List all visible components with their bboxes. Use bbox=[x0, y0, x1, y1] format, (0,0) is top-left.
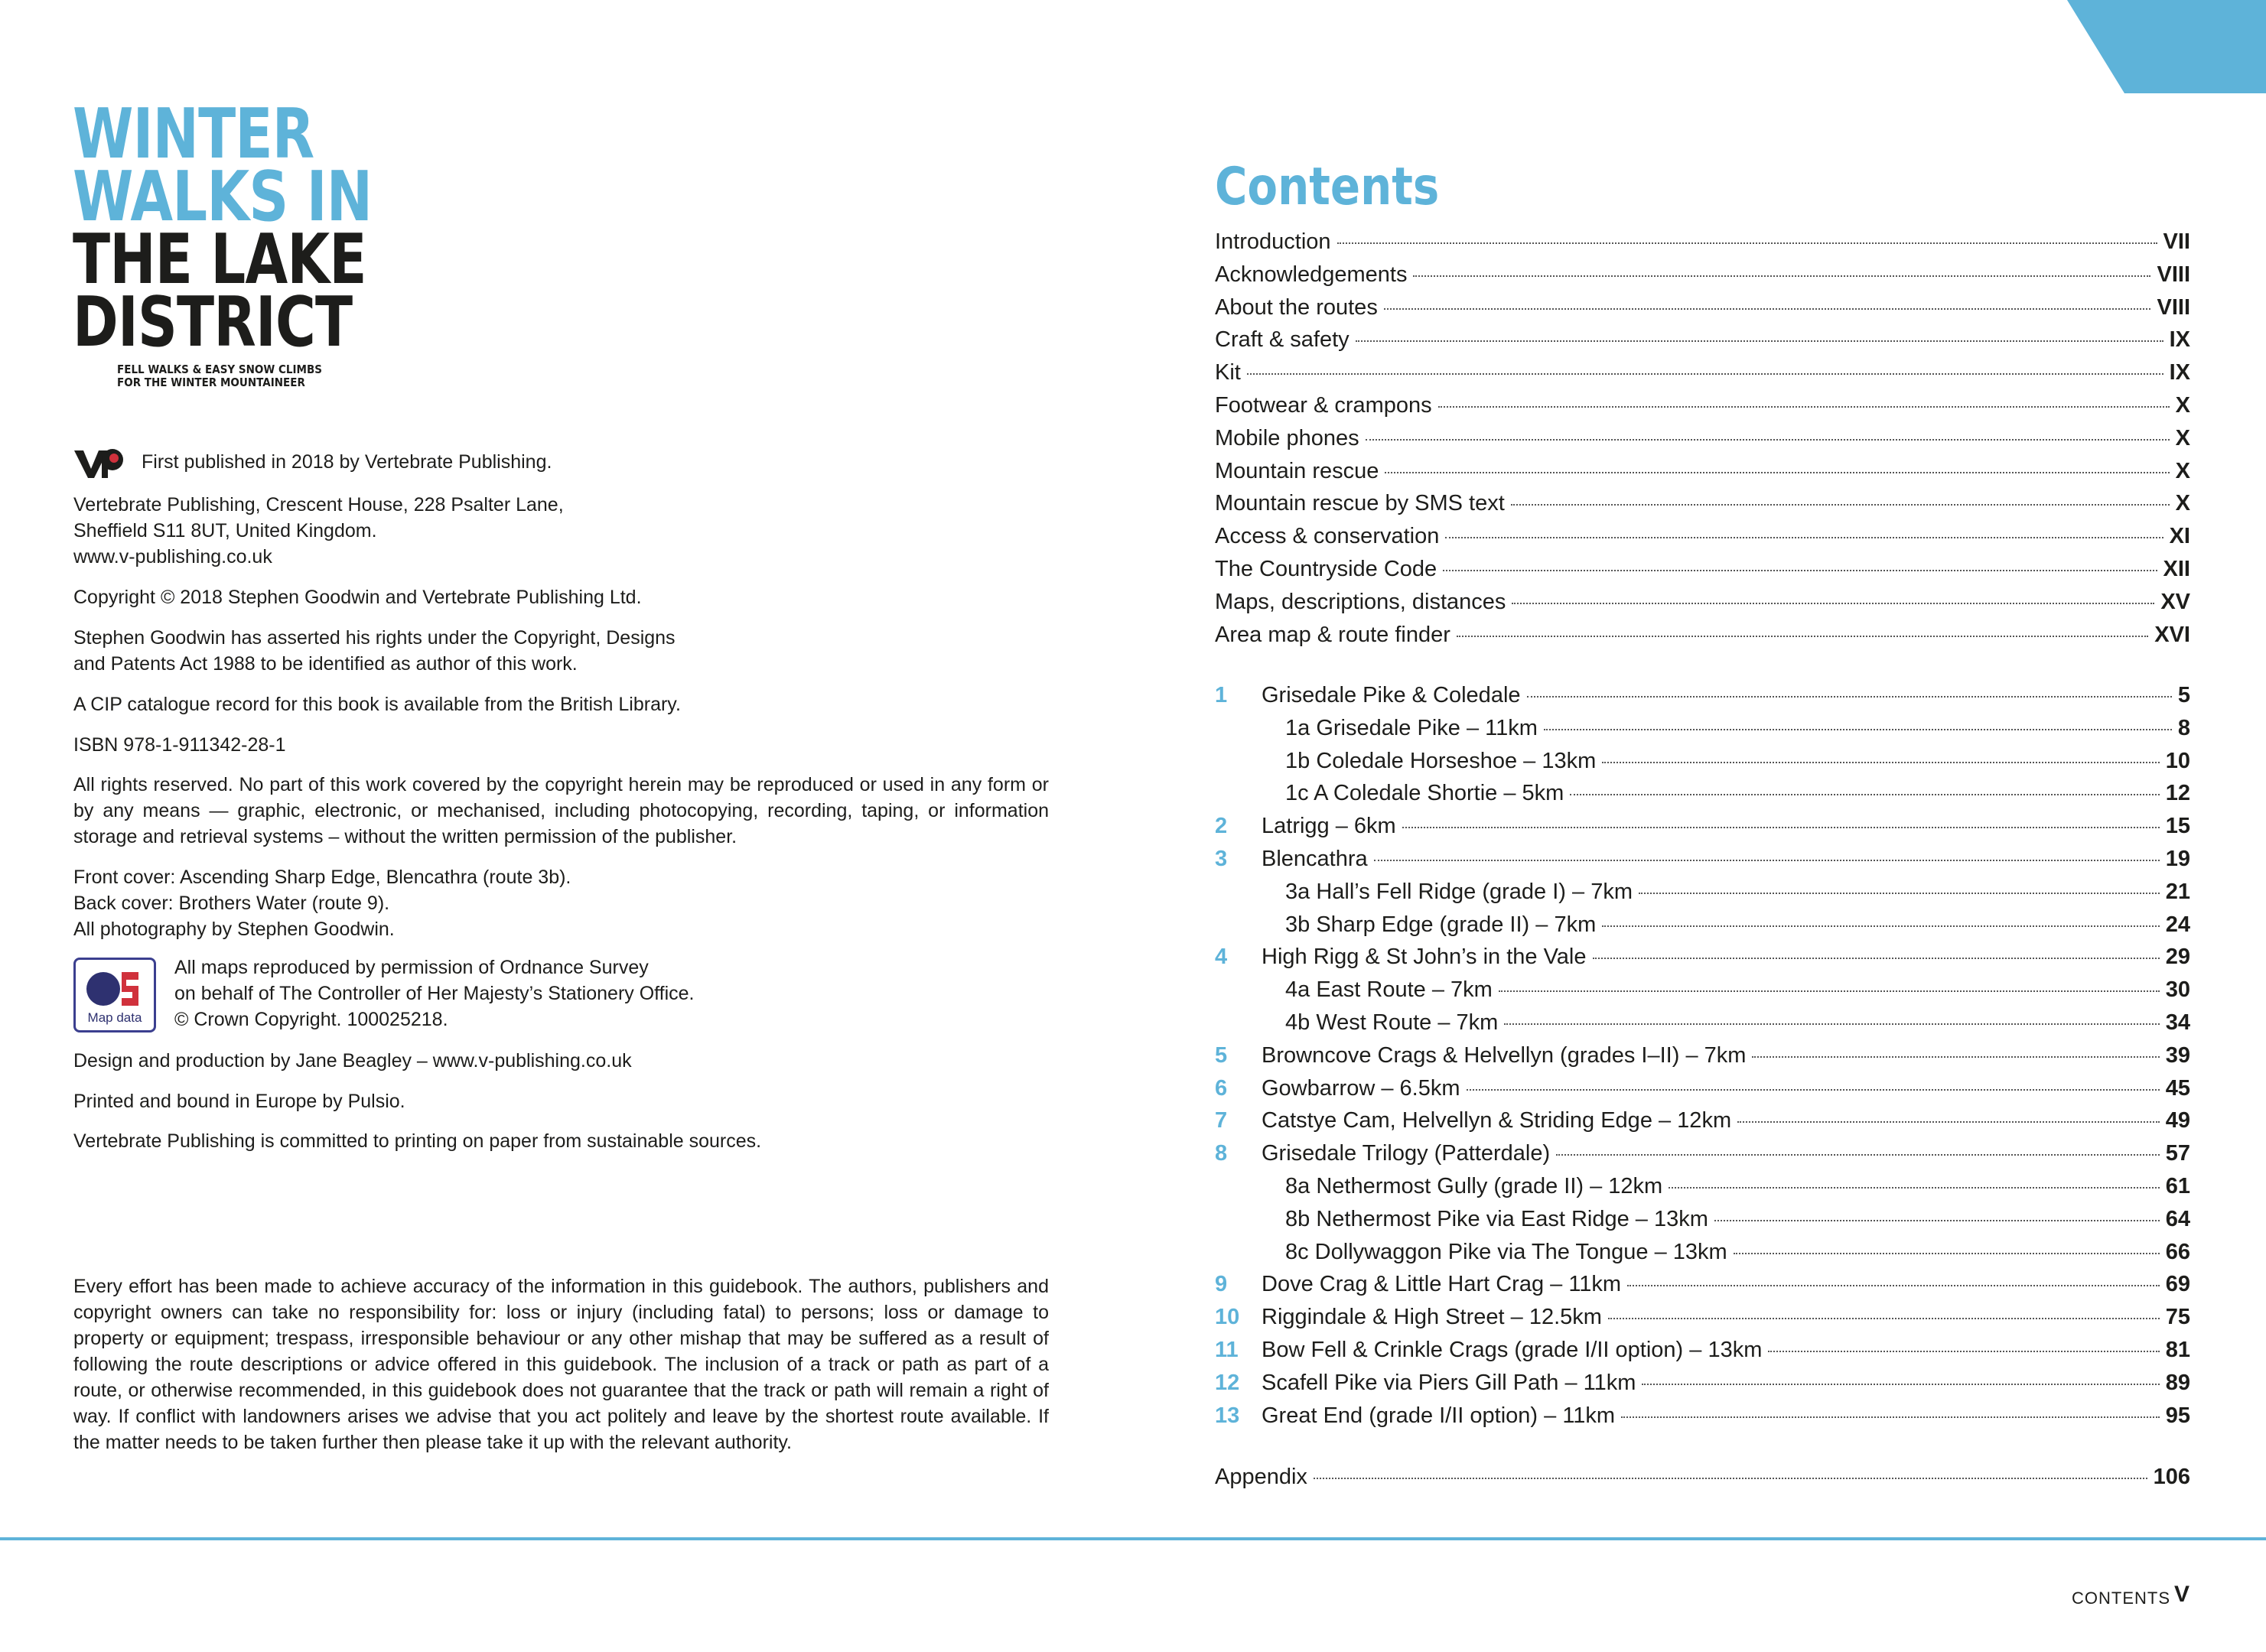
os-line-3: © Crown Copyright. 100025218. bbox=[174, 1009, 448, 1030]
toc-label: Great End (grade I/II option) – 11km bbox=[1262, 1403, 1616, 1428]
toc-label: 8c Dollywaggon Pike via The Tongue – 13km bbox=[1285, 1239, 1727, 1264]
toc-page-number: 64 bbox=[2165, 1206, 2190, 1231]
toc-page-number: X bbox=[2175, 393, 2190, 418]
photo-credits bbox=[73, 864, 1060, 942]
toc-label: Mountain rescue bbox=[1215, 458, 1379, 483]
toc-label: Appendix bbox=[1215, 1465, 1307, 1489]
toc-leader-dots bbox=[1527, 696, 2172, 698]
toc-label: Riggindale & High Street – 12.5km bbox=[1262, 1305, 1602, 1330]
toc-item-route[interactable] bbox=[1215, 1207, 2190, 1240]
toc-page-number: 61 bbox=[2165, 1174, 2190, 1198]
toc-leader-dots bbox=[1356, 340, 2163, 342]
toc-item-front-matter[interactable] bbox=[1215, 426, 2190, 459]
toc-leader-dots bbox=[1556, 1154, 2160, 1156]
toc-leader-dots bbox=[1413, 275, 2150, 277]
design-credit: Design and production by Jane Beagley – www.v-publishing.co.uk bbox=[73, 1050, 632, 1072]
toc-item-route[interactable] bbox=[1215, 880, 2190, 912]
toc-label: 1a Grisedale Pike – 11km bbox=[1285, 715, 1538, 740]
book-subtitle bbox=[117, 363, 322, 389]
toc-leader-dots bbox=[1438, 406, 2170, 408]
printer-credit: Printed and bound in Europe by Pulsio. bbox=[73, 1091, 405, 1112]
toc-item-front-matter[interactable] bbox=[1215, 524, 2190, 557]
toc-leader-dots bbox=[1734, 1253, 2160, 1254]
toc-leader-dots bbox=[1570, 794, 2159, 795]
toc-page-number: 12 bbox=[2165, 781, 2190, 806]
toc-item-front-matter[interactable] bbox=[1215, 623, 2190, 655]
toc-leader-dots bbox=[1457, 636, 2148, 637]
publisher-address bbox=[73, 492, 1060, 570]
toc-leader-dots bbox=[1374, 860, 2160, 861]
toc-route-number: 7 bbox=[1215, 1108, 1228, 1133]
toc-page-number: 45 bbox=[2165, 1075, 2190, 1101]
sustainability-note: Vertebrate Publishing is committed to printing on paper from sustainable sources. bbox=[73, 1130, 762, 1152]
toc-leader-dots bbox=[1247, 373, 2163, 375]
toc-item-front-matter[interactable] bbox=[1215, 459, 2190, 492]
toc-label: Grisedale Trilogy (Patterdale) bbox=[1262, 1141, 1551, 1166]
toc-page-number: 21 bbox=[2165, 879, 2190, 904]
toc-item-route[interactable] bbox=[1215, 847, 2190, 880]
toc-page-number: XI bbox=[2169, 524, 2190, 549]
os-logo-icon bbox=[76, 964, 154, 1013]
toc-label: Grisedale Pike & Coledale bbox=[1262, 683, 1521, 707]
toc-route-number: 5 bbox=[1215, 1042, 1228, 1068]
toc-route-number: 13 bbox=[1215, 1403, 1240, 1428]
toc-leader-dots bbox=[1627, 1285, 2160, 1286]
toc-label: Introduction bbox=[1215, 229, 1331, 254]
os-map-data-logo bbox=[73, 958, 156, 1032]
os-line-2: on behalf of The Controller of Her Majesty’s Stationery Office. bbox=[174, 983, 695, 1004]
toc-page-number: X bbox=[2175, 458, 2190, 483]
os-logo-label: Map data bbox=[87, 1010, 142, 1025]
toc-item-appendix[interactable] bbox=[1215, 1465, 2190, 1498]
toc-leader-dots bbox=[1602, 762, 2159, 763]
contents-heading: Contents bbox=[1215, 157, 1440, 217]
toc-page-number: VIII bbox=[2157, 262, 2190, 287]
corner-tab bbox=[2067, 0, 2266, 93]
toc-label: Kit bbox=[1215, 360, 1241, 385]
toc-route-number: 6 bbox=[1215, 1075, 1228, 1101]
address-line-2: Sheffield S11 8UT, United Kingdom. bbox=[73, 520, 377, 541]
toc-leader-dots bbox=[1385, 472, 2169, 473]
isbn: ISBN 978-1-911342-28-1 bbox=[73, 734, 286, 756]
first-published: First published in 2018 by Vertebrate Publishing. bbox=[142, 451, 552, 473]
toc-label: Gowbarrow – 6.5km bbox=[1262, 1075, 1460, 1101]
toc-leader-dots bbox=[1621, 1416, 2160, 1418]
toc-item-route[interactable] bbox=[1215, 977, 2190, 1010]
footer-page-number: V bbox=[2174, 1582, 2190, 1607]
toc-page-number: 66 bbox=[2165, 1239, 2190, 1264]
rights-line-1: Stephen Goodwin has asserted his rights under the Copyright, Designs bbox=[73, 627, 676, 649]
toc-item-front-matter[interactable] bbox=[1215, 327, 2190, 360]
toc-leader-dots bbox=[1511, 504, 2170, 506]
toc-item-route[interactable] bbox=[1215, 1403, 2190, 1436]
toc-page-number: VII bbox=[2163, 229, 2190, 254]
toc-leader-dots bbox=[1608, 1318, 2160, 1319]
toc-page-number: XV bbox=[2160, 589, 2190, 614]
toc-item-front-matter[interactable] bbox=[1215, 295, 2190, 328]
toc-item-front-matter[interactable] bbox=[1215, 393, 2190, 426]
toc-item-front-matter[interactable] bbox=[1215, 229, 2190, 262]
toc-leader-dots bbox=[1714, 1220, 2160, 1221]
toc-label: 1c A Coledale Shortie – 5km bbox=[1285, 781, 1564, 806]
toc-leader-dots bbox=[1642, 1384, 2159, 1385]
toc-page-number: 8 bbox=[2177, 715, 2190, 740]
toc-leader-dots bbox=[1602, 925, 2160, 927]
disclaimer: Every effort has been made to achieve accuracy of the information in this guidebook. The authors, publishers and copyright owners can take no responsibility for: loss or injury (including fatal) to persons; loss or damage to property or equipment; trespass, irresponsible behaviour or any other mishap that may be suffered as a result of following the route descriptions or advice offered in this guidebook. The inclusion of a track or path as part of a route, or otherwise recommended, in this guidebook does not guarantee that the track or path will remain a right of way. If conflict with landowners arises we advise that you act politely and leave by the shortest route available. If the matter needs to be taken further then please take it up with the relevant authority. bbox=[73, 1276, 1049, 1453]
toc-item-route[interactable] bbox=[1215, 1338, 2190, 1371]
title-line-2: WALKS IN bbox=[73, 157, 373, 237]
rights-line-2: and Patents Act 1988 to be identified as author of this work. bbox=[73, 653, 578, 675]
toc-page-number: 5 bbox=[2177, 683, 2190, 707]
toc-item-route[interactable] bbox=[1215, 814, 2190, 847]
toc-leader-dots bbox=[1402, 827, 2160, 828]
rights-assertion bbox=[73, 625, 1060, 677]
toc-item-route[interactable] bbox=[1215, 945, 2190, 977]
toc-item-route[interactable] bbox=[1215, 781, 2190, 814]
toc-leader-dots bbox=[1593, 958, 2160, 959]
toc-label: Craft & safety bbox=[1215, 327, 1350, 353]
toc-page-number: X bbox=[2175, 425, 2190, 450]
toc-leader-dots bbox=[1639, 893, 2160, 894]
toc-item-front-matter[interactable] bbox=[1215, 491, 2190, 524]
toc-page-number: 89 bbox=[2165, 1370, 2190, 1395]
toc-label: 4b West Route – 7km bbox=[1285, 1010, 1499, 1035]
toc-page-number: 39 bbox=[2165, 1042, 2190, 1068]
toc-label: Access & conservation bbox=[1215, 524, 1440, 549]
toc-label: 3b Sharp Edge (grade II) – 7km bbox=[1285, 912, 1597, 937]
cip-record: A CIP catalogue record for this book is available from the British Library. bbox=[73, 694, 681, 715]
address-line-1: Vertebrate Publishing, Crescent House, 228 Psalter Lane, bbox=[73, 494, 564, 515]
toc-page-number: 57 bbox=[2165, 1141, 2190, 1166]
toc-item-route[interactable] bbox=[1215, 1076, 2190, 1109]
toc-leader-dots bbox=[1504, 1023, 2159, 1025]
toc-item-front-matter[interactable] bbox=[1215, 557, 2190, 590]
toc-label: Bow Fell & Crinkle Crags (grade I/II option) – 13km bbox=[1262, 1338, 1763, 1362]
toc-label: High Rigg & St John’s in the Vale bbox=[1262, 945, 1587, 970]
title-line-1: WINTER bbox=[73, 94, 314, 174]
toc-label: 8a Nethermost Gully (grade II) – 12km bbox=[1285, 1174, 1663, 1198]
toc-item-route[interactable] bbox=[1215, 1141, 2190, 1174]
toc-leader-dots bbox=[1443, 570, 2157, 571]
toc-item-route[interactable] bbox=[1215, 749, 2190, 782]
book-title bbox=[73, 94, 394, 363]
bottom-rule bbox=[0, 1537, 2266, 1540]
toc-item-route[interactable] bbox=[1215, 1371, 2190, 1403]
toc-item-route[interactable] bbox=[1215, 1240, 2190, 1273]
toc-label: 1b Coledale Horseshoe – 13km bbox=[1285, 748, 1597, 773]
toc-route-number: 1 bbox=[1215, 683, 1228, 707]
toc-label: Browncove Crags & Helvellyn (grades I–II) – 7km bbox=[1262, 1042, 1747, 1068]
toc-page-number: 49 bbox=[2165, 1108, 2190, 1133]
toc-route-number: 8 bbox=[1215, 1141, 1228, 1166]
toc-label: 3a Hall’s Fell Ridge (grade I) – 7km bbox=[1285, 879, 1633, 904]
copyright-notice: Copyright © 2018 Stephen Goodwin and Vertebrate Publishing Ltd. bbox=[73, 587, 642, 608]
toc-page-number: VIII bbox=[2157, 294, 2190, 320]
toc-page-number: 34 bbox=[2165, 1010, 2190, 1035]
toc-route-number: 3 bbox=[1215, 847, 1228, 871]
toc-label: Catstye Cam, Helvellyn & Striding Edge – 12km bbox=[1262, 1108, 1732, 1133]
title-line-3: THE LAKE bbox=[73, 220, 366, 300]
toc-label: The Countryside Code bbox=[1215, 557, 1437, 581]
back-cover-credit: Back cover: Brothers Water (route 9). bbox=[73, 893, 390, 914]
all-rights-reserved: All rights reserved. No part of this work covered by the copyright herein may be reproduced or used in any form or by any means — graphic, electronic, or mechanised, including photocopying, recording, taping, or information storage and retrieval systems – without the written permission of the publisher. bbox=[73, 774, 1049, 847]
toc-item-front-matter[interactable] bbox=[1215, 360, 2190, 393]
toc-label: Mountain rescue by SMS text bbox=[1215, 491, 1505, 516]
toc-label: Footwear & crampons bbox=[1215, 393, 1432, 418]
toc-item-route[interactable] bbox=[1215, 1108, 2190, 1141]
toc-leader-dots bbox=[1669, 1187, 2160, 1189]
vp-logo-icon bbox=[73, 447, 125, 481]
toc-leader-dots bbox=[1544, 729, 2172, 730]
toc-page-number: 81 bbox=[2165, 1338, 2190, 1362]
toc-leader-dots bbox=[1337, 242, 2157, 244]
toc-leader-dots bbox=[1467, 1089, 2160, 1091]
toc-item-front-matter[interactable] bbox=[1215, 262, 2190, 295]
toc-leader-dots bbox=[1512, 603, 2154, 604]
toc-page-number: XVI bbox=[2154, 622, 2190, 647]
toc-page-number: 95 bbox=[2165, 1403, 2190, 1428]
toc-route-number: 2 bbox=[1215, 814, 1228, 839]
toc-page-number: IX bbox=[2169, 360, 2190, 385]
toc-item-route[interactable] bbox=[1215, 716, 2190, 749]
toc-label: Acknowledgements bbox=[1215, 262, 1408, 287]
toc-item-route[interactable] bbox=[1215, 683, 2190, 716]
subtitle-line-2: FOR THE WINTER MOUNTAINEER bbox=[117, 376, 305, 389]
toc-page-number: XII bbox=[2163, 557, 2190, 581]
toc-page-number: 75 bbox=[2165, 1305, 2190, 1330]
toc-item-route[interactable] bbox=[1215, 1174, 2190, 1207]
toc-item-route[interactable] bbox=[1215, 1272, 2190, 1305]
os-line-1: All maps reproduced by permission of Ordnance Survey bbox=[174, 957, 649, 978]
toc-route-number: 12 bbox=[1215, 1370, 1240, 1395]
publisher-website[interactable]: www.v-publishing.co.uk bbox=[73, 546, 272, 567]
toc-page-number: 69 bbox=[2165, 1272, 2190, 1297]
toc-label: Dove Crag & Little Hart Crag – 11km bbox=[1262, 1272, 1622, 1297]
toc-item-route[interactable] bbox=[1215, 1010, 2190, 1043]
toc-leader-dots bbox=[1752, 1056, 2159, 1058]
photography-credit: All photography by Stephen Goodwin. bbox=[73, 919, 395, 940]
toc-page-number: 29 bbox=[2165, 945, 2190, 970]
toc-item-front-matter[interactable] bbox=[1215, 590, 2190, 623]
toc-label: Maps, descriptions, distances bbox=[1215, 589, 1506, 614]
toc-leader-dots bbox=[1768, 1351, 2159, 1352]
toc-leader-dots bbox=[1384, 308, 2151, 310]
title-line-4: DISTRICT bbox=[73, 282, 353, 363]
toc-leader-dots bbox=[1314, 1478, 2147, 1479]
toc-label: About the routes bbox=[1215, 294, 1378, 320]
toc-route-number: 4 bbox=[1215, 945, 1228, 970]
footer-section-label: CONTENTS bbox=[2072, 1589, 2170, 1608]
toc-route-number: 10 bbox=[1215, 1305, 1240, 1330]
toc-route-number: 11 bbox=[1215, 1338, 1239, 1362]
toc-label: Mobile phones bbox=[1215, 425, 1359, 450]
toc-page-number: 19 bbox=[2165, 847, 2190, 871]
toc-label: Blencathra bbox=[1262, 847, 1368, 871]
toc-leader-dots bbox=[1499, 990, 2160, 992]
os-permission bbox=[174, 954, 695, 1032]
toc-label: Latrigg – 6km bbox=[1262, 814, 1396, 839]
toc-page-number: 106 bbox=[2153, 1465, 2190, 1489]
toc-item-route[interactable] bbox=[1215, 1305, 2190, 1338]
toc-leader-dots bbox=[1737, 1121, 2160, 1123]
toc-leader-dots bbox=[1445, 537, 2163, 538]
toc-page-number: X bbox=[2175, 491, 2190, 516]
toc-label: 4a East Route – 7km bbox=[1285, 977, 1493, 1003]
toc-label: Area map & route finder bbox=[1215, 622, 1450, 647]
toc-page-number: 30 bbox=[2165, 977, 2190, 1003]
toc-page-number: 10 bbox=[2165, 748, 2190, 773]
subtitle-line-1: FELL WALKS & EASY SNOW CLIMBS bbox=[117, 363, 322, 376]
toc-page-number: 24 bbox=[2165, 912, 2190, 937]
toc-page-number: IX bbox=[2169, 327, 2190, 353]
toc-leader-dots bbox=[1366, 439, 2170, 441]
toc-item-route[interactable] bbox=[1215, 912, 2190, 945]
toc-route-number: 9 bbox=[1215, 1272, 1228, 1297]
toc-item-route[interactable] bbox=[1215, 1043, 2190, 1076]
toc-page-number: 15 bbox=[2165, 814, 2190, 839]
toc-label: Scafell Pike via Piers Gill Path – 11km bbox=[1262, 1370, 1636, 1395]
front-cover-credit: Front cover: Ascending Sharp Edge, Blencathra (route 3b). bbox=[73, 867, 571, 888]
toc-label: 8b Nethermost Pike via East Ridge – 13km bbox=[1285, 1206, 1708, 1231]
